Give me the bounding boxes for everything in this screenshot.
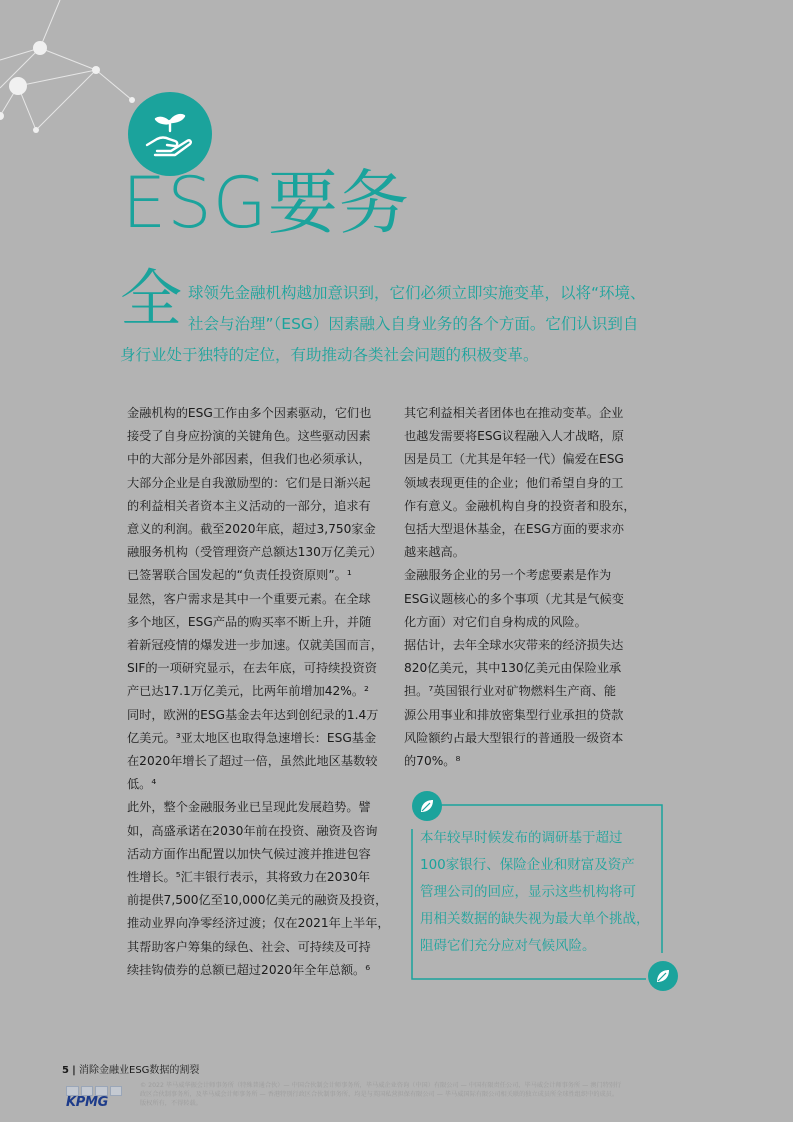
body-text-line: 在2020年增长了超过一倍，虽然此地区基数较 (127, 754, 378, 769)
body-text-line: 融服务机构（受管理资产总额达130万亿美元） (127, 545, 382, 560)
body-text-line: 显然，客户需求是其中一个重要元素。在全球 (127, 591, 371, 606)
body-text-line: 化方面）对它们自身构成的风险。 (404, 614, 587, 629)
drop-cap: 全 (120, 262, 183, 335)
body-text-line: 包括大型退休基金，在ESG方面的要求亦 (404, 522, 624, 537)
lead-line: 身行业处于独特的定位，有助推动各类社会问题的积极变革。 (120, 346, 539, 364)
body-text-line: 推动业界向净零经济过渡；仅在2021年上半年， (127, 916, 390, 931)
callout-text-line: 管理公司的回应，显示这些机构将可 (420, 884, 636, 900)
footer-doc-title: 消除金融业ESG数据的割裂 (79, 1065, 200, 1076)
leaf-icon (648, 961, 678, 991)
callout-text-line: 用相关数据的缺失视为最大单个挑战， (420, 911, 650, 927)
body-text-line: 领域表现更佳的企业；他们希望自身的工 (404, 475, 624, 490)
logo-text: KPMG (66, 1095, 109, 1110)
callout-text-line: 本年较早时候发布的调研基于超过 (420, 830, 623, 846)
body-text-line: 风险额约占最大型银行的普通股一级资本 (404, 730, 624, 745)
body-text-line: 中的大部分是外部因素，但我们也必须承认， (127, 452, 371, 467)
body-text-line: 担。⁷英国银行业对矿物燃料生产商、能 (404, 684, 617, 699)
body-text-line: 此外，整个金融服务业已呈现此发展趋势。譬 (127, 800, 371, 815)
body-text-line: 同时，欧洲的ESG基金去年达到创纪录的1.4万 (127, 707, 379, 722)
body-text-line: 活动方面作出配置以加快气候过渡并推进包容 (127, 846, 371, 861)
body-column-left (127, 402, 390, 982)
body-text-line: 越来越高。 (404, 545, 465, 560)
leaf-icon (412, 791, 442, 821)
body-text-line: 已签署联合国发起的“负责任投资原则”。¹ (127, 568, 352, 583)
body-text-line: 据估计，去年全球水灾带来的经济损失达 (404, 638, 624, 653)
body-text-line: 820亿美元，其中130亿美元由保险业承 (404, 661, 622, 676)
body-text-line: 亿美元。³亚太地区也取得急速增长：ESG基金 (127, 730, 377, 745)
footer-label (62, 1061, 199, 1076)
body-text-line: 接受了自身应扮演的关键角色。这些驱动因素 (127, 429, 371, 444)
body-text-line: SIF的一项研究显示，在去年底，可持续投资资 (127, 661, 377, 676)
body-text-line: 性增长。⁵汇丰银行表示，其将致力在2030年 (127, 870, 371, 885)
footer-separator: | (72, 1065, 76, 1076)
kpmg-logo (66, 1086, 122, 1110)
page-title: ESG要务 (122, 162, 410, 244)
body-text-line: 大部分企业是自我激励型的：它们是日渐兴起 (127, 475, 371, 490)
legal-line: © 2022 毕马威华振会计师事务所（特殊普通合伙）— 中国合伙制会计师事务所，毕马威企业咨询（中国）有限公司 — 中国有限责任公司，毕马威会计师事务所 — 澳门特别行 (140, 1082, 622, 1089)
body-text-line: 多个地区，ESG产品的购买率不断上升，并随 (127, 614, 372, 629)
body-text-line: 金融服务企业的另一个考虑要素是作为 (404, 568, 612, 583)
lead-line: 社会与治理”（ESG）因素融入自身业务的各个方面。它们认识到自 (188, 315, 639, 333)
legal-notice (140, 1081, 740, 1108)
body-text-line: 如，高盛承诺在2030年前在投资、融资及咨询 (127, 823, 378, 838)
callout-text (420, 825, 670, 960)
body-text-line: 其帮助客户筹集的绿色、社会、可持续及可持 (127, 939, 371, 954)
body-text-line: 的利益相关者资本主义活动的一部分，追求有 (127, 498, 371, 513)
body-text-line: 产已达17.1万亿美元，比两年前增加42%。² (127, 684, 369, 699)
body-text-line: 也越发需要将ESG议程融入人才战略，原 (404, 429, 624, 444)
legal-line: 版权所有，不得转载。 (140, 1100, 202, 1107)
body-text-line: 作有意义。金融机构自身的投资者和股东， (404, 498, 636, 513)
body-text-line: 源公用事业和排放密集型行业承担的贷款 (404, 707, 624, 722)
page-number: 5 (62, 1065, 69, 1076)
body-text-line: 的70%。⁸ (404, 754, 461, 769)
body-column-right (404, 402, 644, 773)
legal-line: 政区合伙制事务所，及毕马威会计师事务所 — 香港特别行政区合伙制事务所，均是与英国私营担保有限公司 — 毕马威国际有限公司相关联的独立成员所全球性组织中的成员。 (140, 1091, 619, 1098)
body-text-line: 意义的利润。截至2020年底，超过3,750家金 (127, 522, 376, 537)
body-text-line: 其它利益相关者团体也在推动变革。企业 (404, 406, 624, 420)
callout-text-line: 阻碍它们充分应对气候风险。 (420, 938, 596, 954)
body-text-line: 低。⁴ (127, 777, 157, 792)
body-text-line: 续挂钩债券的总额已超过2020年全年总额。⁶ (127, 962, 371, 977)
lead-line: 球领先金融机构越加意识到，它们必须立即实施变革，以将“环境、 (188, 284, 646, 302)
callout-box (410, 803, 665, 983)
body-text-line: ESG议题核心的多个事项（尤其是气候变 (404, 591, 624, 606)
callout-text-line: 100家银行、保险企业和财富及资产 (420, 857, 635, 873)
body-text-line: 金融机构的ESG工作由多个因素驱动，它们也 (127, 406, 372, 420)
body-text-line: 前提供7,500亿至10,000亿美元的融资及投资， (127, 893, 388, 908)
body-text-line: 因是员工（尤其是年轻一代）偏爱在ESG (404, 452, 624, 467)
body-text-line: 着新冠疫情的爆发进一步加速。仅就美国而言， (127, 638, 383, 653)
